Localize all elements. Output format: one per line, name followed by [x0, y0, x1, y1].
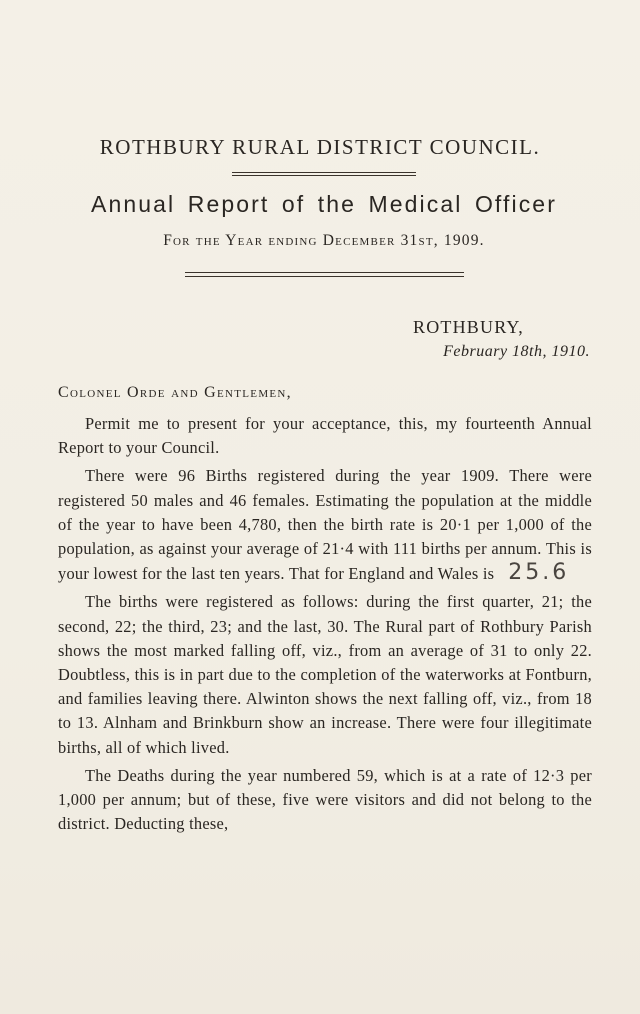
paragraph-births-text: There were 96 Births registered during the year 1909. There were registered 50 males and 46 females. Estimating the population at the middle of the year to have been 4,780, then the birth rate is 20·1 per 1,000 of the population, as against your average of 21·4 with 111 births per annum. This is your lowest for the last ten years. That for England and Wales is: [58, 466, 592, 584]
header-divider: [185, 272, 464, 277]
letter-salutation: Colonel Orde and Gentlemen,: [58, 384, 292, 401]
report-body: [58, 412, 592, 840]
letter-date: February 18th, 1910.: [443, 343, 590, 360]
paragraph-deaths: The Deaths during the year numbered 59, which is at a rate of 12·3 per 1,000 per annum; but of these, five were visitors and did not belong to the district. Deducting these,: [58, 765, 592, 834]
handwritten-birth-rate: 25.6: [508, 560, 570, 586]
report-title: Annual Report of the Medical Officer: [91, 191, 557, 217]
letter-place: ROTHBURY,: [413, 317, 524, 337]
title-divider: [232, 172, 416, 176]
paragraph-intro: Permit me to present for your acceptance, this, my fourteenth Annual Report to your Council.: [58, 414, 592, 458]
council-title: ROTHBURY RURAL DISTRICT COUNCIL.: [99, 135, 541, 159]
report-year-line: For the Year ending December 31st, 1909.: [163, 232, 485, 249]
paragraph-births-quarters: The births were registered as follows: during the first quarter, 21; the second, 22; the third, 23; and the last, 30. The Rural part of Rothbury Parish shows the most marked falling off, viz., from an average of 31 to only 22. Doubtless, this is in part due to the completion of the waterworks at Fontburn, and families leaving there. Alwinton shows the next falling off, viz., from 18 to 13. Alnham and Brinkburn show an increase. There were four illegitimate births, all of which lived.: [58, 592, 592, 757]
paragraph-births: [58, 464, 592, 586]
